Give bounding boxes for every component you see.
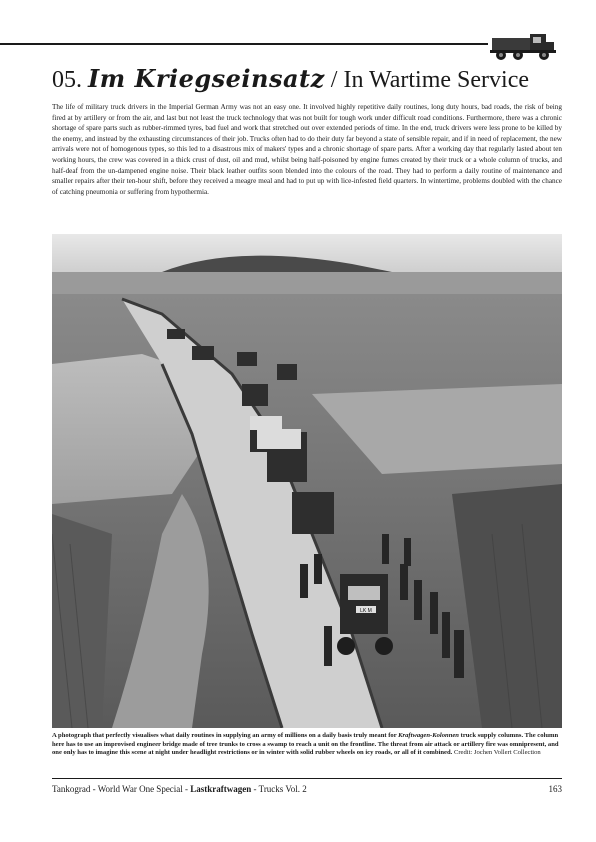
header-rule [0,43,488,45]
page-number: 163 [548,784,562,794]
footer-publication [52,783,307,795]
footer-bold-title: Lastkraftwagen [190,784,252,794]
caption-italic-term: Kraftwagen-Kolonnen [398,732,459,739]
footer-prefix: Tankograd - World War One Special - [52,784,191,794]
footer-suffix: - Trucks Vol. 2 [251,784,307,794]
title-english: In Wartime Service [343,67,530,93]
photo-credit: Credit: Jochen Vollert Collection [453,749,541,757]
title-separator: / [330,67,338,93]
truck-icon [488,30,558,62]
vehicle-plate: LK M [360,608,372,614]
page-footer [52,783,562,795]
photo-caption [52,732,562,758]
historical-photo [52,234,562,728]
section-number: 05. [52,67,82,93]
title-german: Im Kriegseinsatz [88,64,325,93]
footer-rule [52,778,562,779]
page-title [52,64,552,95]
caption-text-2: truck supply columns. The column here has to use an improvised engineer bridge made of tree trunks to cross a swamp to reach a unit on the frontline. The threat from air attack or artillery fire was omnipresent, and one only has to imagine this scene at night under headlight restrictions or in winter with solid rubber wheels on icy roads, or all of it combined. [52,732,559,757]
caption-text-1: A photograph that perfectly visualises what daily routines in supplying an army of millions on a daily basis truly meant for [52,732,399,739]
body-paragraph: The life of military truck drivers in the Imperial German Army was not an easy one. It involved highly repetitive daily routines, long duty hours, bad roads, the risk of being fired at by artillery or from the air, and last but not least the truck technology that was not built for tough work under difficult road conditions. Furthermore, there was a chronic shortage of spare parts such as rubber-rimmed tyres, bad fuel and work that stretched out over extended periods of time. In the end, truck drivers were less prone to be killed by the enemy, and instead by the exhausting circumstances of their job. Trucks often had to do their duty far beyond a state of sensible repair, and if in need of replacement, the new arrivals were not of homogenous types, so this led to a disastrous mix of makers' types and a chronic shortage of spare parts. After a working day that regularly lasted about ten working hours, the crew was covered in a thick crust of dust, oil and mud, whilst being half-poisoned by engine fumes created by their truck or a whole column of trucks, and half-deaf from the un-dampened engine noise. Their black leather outfits soon blended into the colours of the road. They had to perform a daily routine of maintenance and smaller repairs after their ten-hour shift, before they received a meagre meal and had to put up with lice-infested field quarters. In wintertime, problems doubled with the chance of catching pneumonia or suffering from hypothermia. [52,103,562,196]
